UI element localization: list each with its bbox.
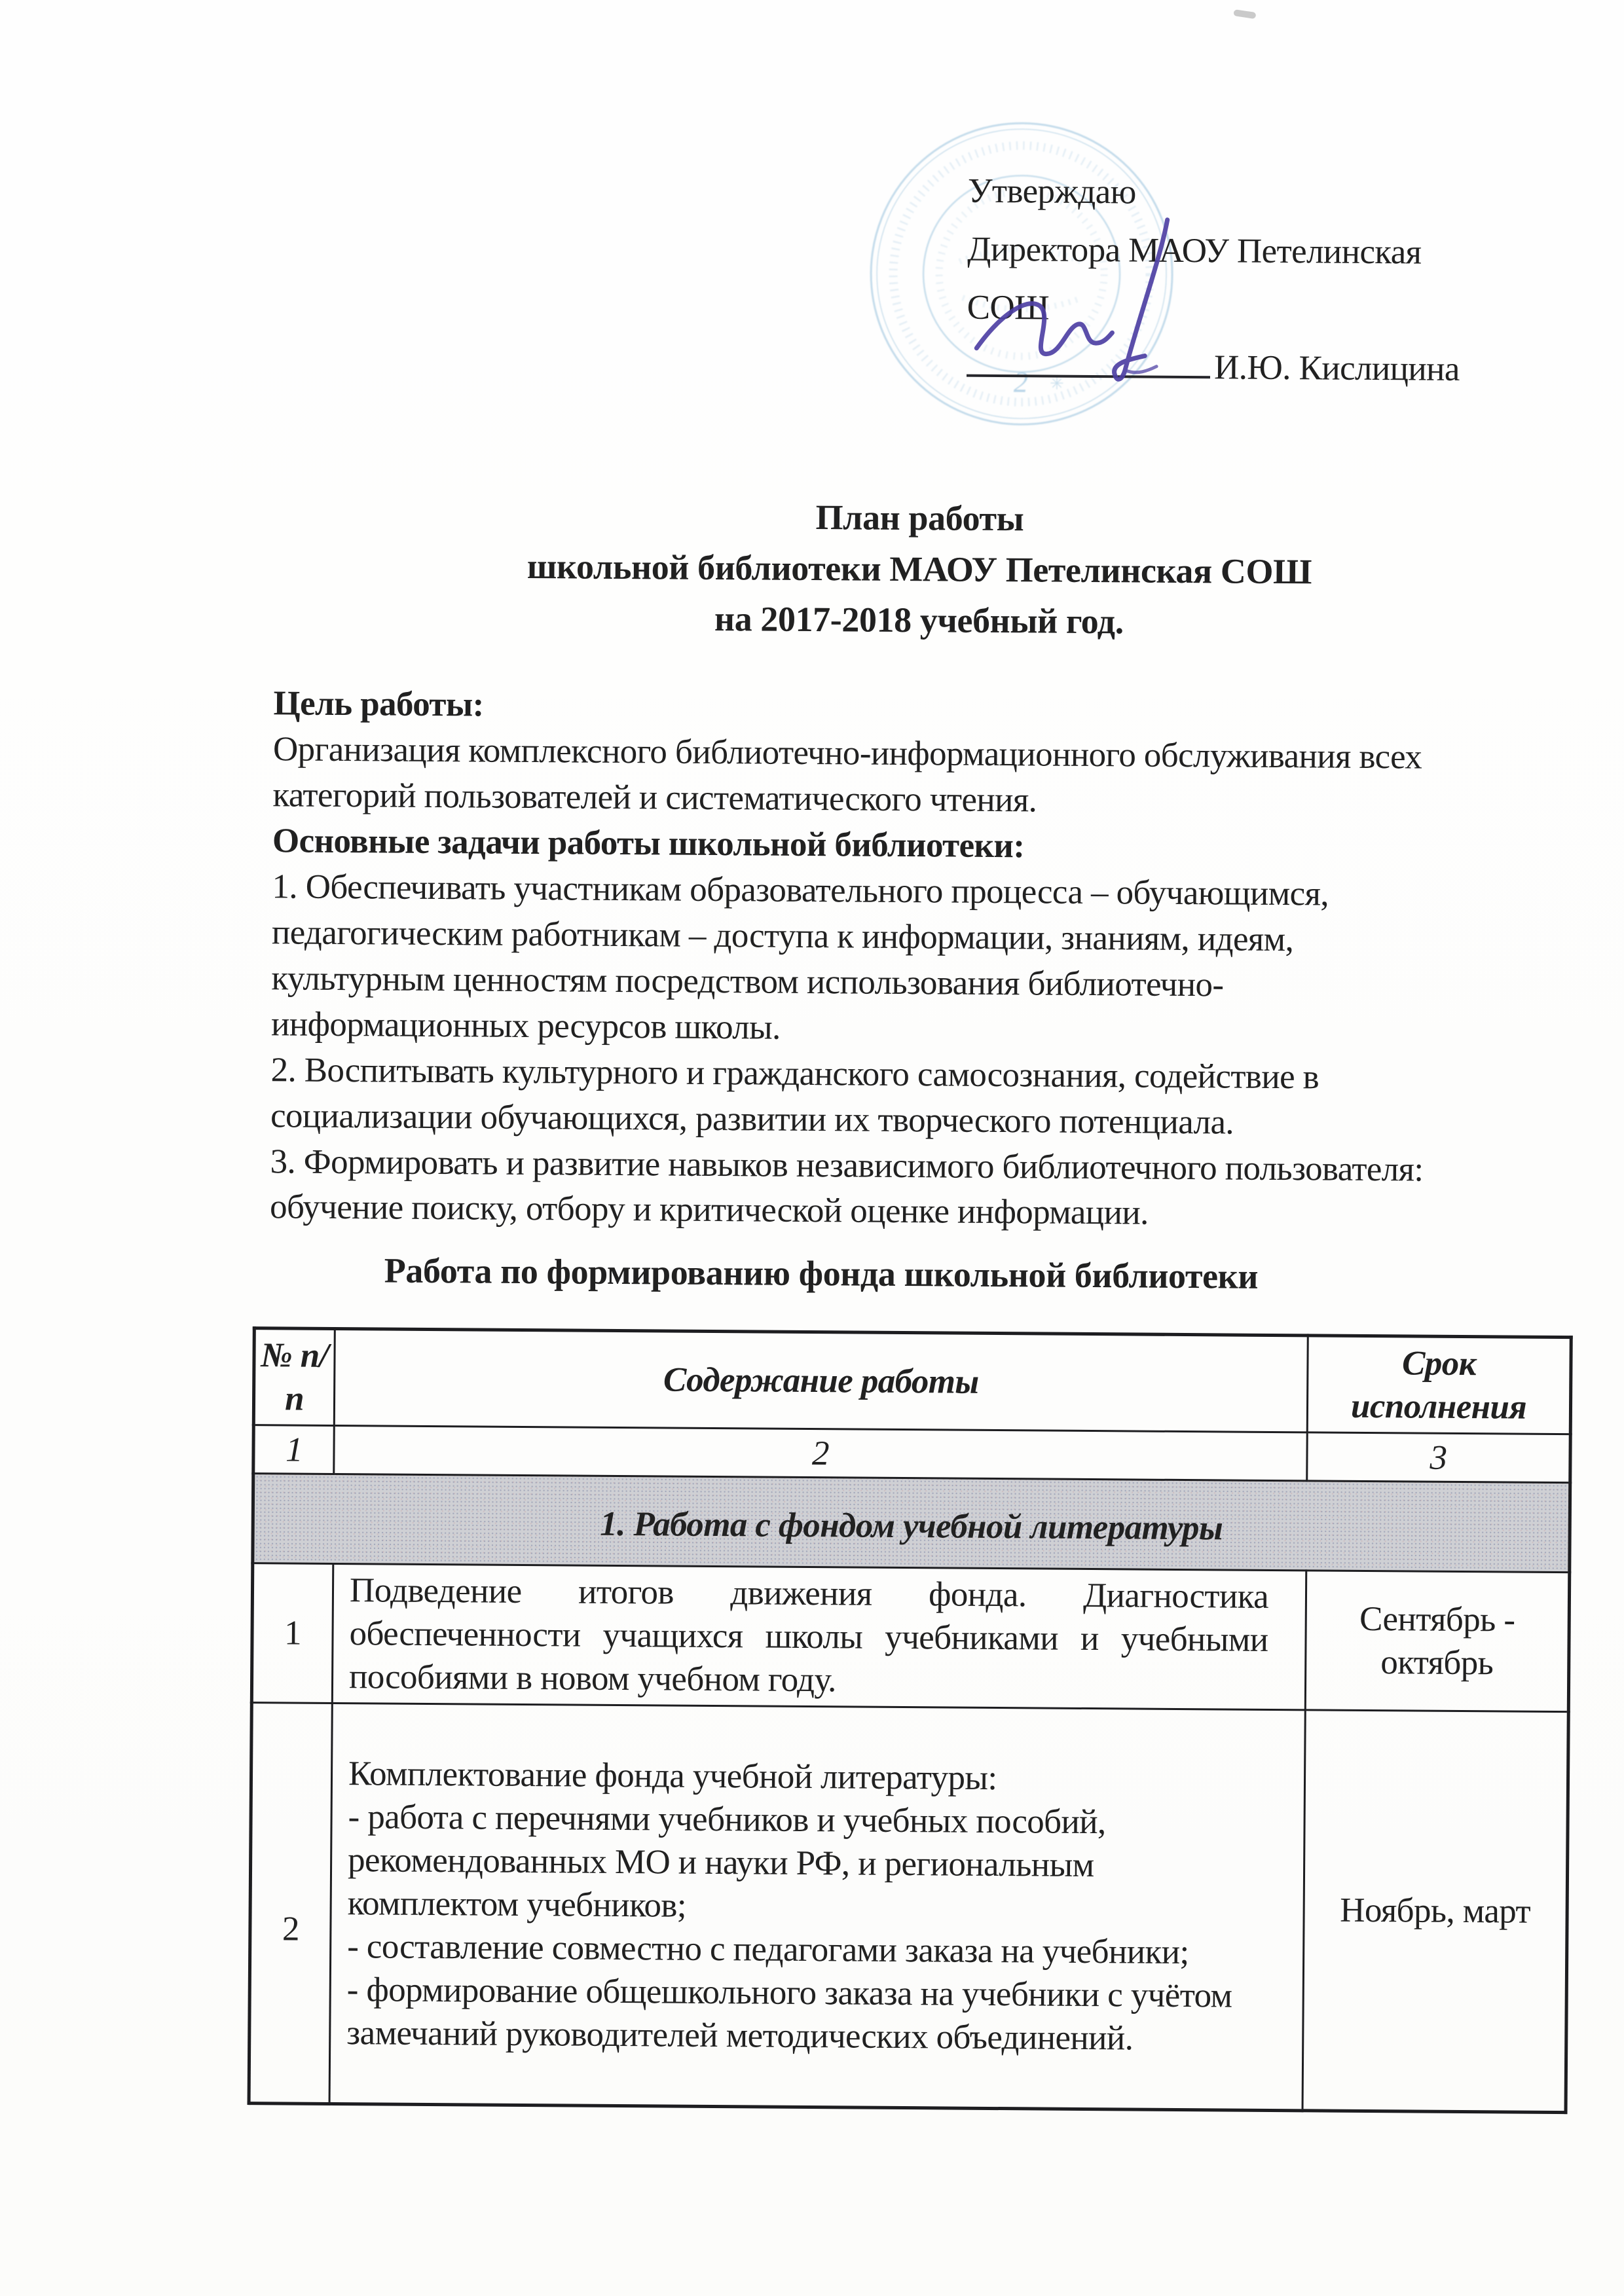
row-content-line: - составление совместно с педагогами заказа на учебники;	[347, 1927, 1189, 1972]
row-content-line: - формирование общешкольного заказа на учебники с учётом замечаний руководителей методических объединений.	[346, 1971, 1232, 2058]
row-number: 1	[251, 1563, 333, 1704]
stamp-star-icon: ✳	[1049, 374, 1064, 393]
goal-text: Организация комплексного библиотечно-информационного обслуживания всех категорий пользователей и систематического чтения.	[272, 730, 1422, 820]
row-content	[332, 1563, 1306, 1709]
goal-heading: Цель работы:	[273, 684, 484, 724]
document-title	[270, 488, 1568, 650]
approval-label: Утверждаю	[967, 172, 1136, 211]
task-item-1: 1. Обеспечивать участникам образовательного процесса – обучающимся, педагогическим работникам – доступа к информации, знаниям, идеям, культурным ценностям посредством использования библиотечно-информационных ресурсов школы.	[270, 867, 1329, 1047]
row-content-text: Подведение итогов движения фонда. Диагностика обеспеченности учащихся школы учебниками и учебными пособиями в новом учебном году.	[348, 1571, 1269, 1700]
body-text	[270, 681, 1459, 1239]
table-row	[249, 1703, 1568, 2113]
group-header-cell: 1. Работа с фондом учебной литературы	[253, 1474, 1570, 1573]
row-content-line: Комплектование фонда учебной литературы:	[348, 1755, 997, 1798]
work-plan-table	[248, 1326, 1573, 2114]
title-line-3: на 2017-2018 учебный год.	[714, 598, 1124, 641]
row-term: Ноябрь, март	[1302, 1710, 1568, 2113]
title-line-1: План работы	[815, 498, 1024, 539]
section-title: Работа по формированию фонда школьной библиотеки	[384, 1250, 1259, 1296]
signature-graphic	[940, 197, 1223, 402]
task-item-2: 2. Воспитывать культурного и гражданского самосознания, содействие в социализации обучающихся, развитии их творческого потенциала.	[270, 1050, 1320, 1142]
row-content-line: - работа с перечнями учебников и учебных пособий, рекомендованных МО и науки РФ, и региональным комплектом учебников;	[347, 1798, 1106, 1925]
index-cell-3: 3	[1307, 1432, 1571, 1483]
stamp-digit: 2	[1013, 366, 1029, 399]
group-header-row	[253, 1474, 1570, 1573]
title-line-2: школьной библиотеки МАОУ Петелинская СОШ	[526, 546, 1312, 592]
row-term: Сентябрь - октябрь	[1305, 1571, 1569, 1712]
task-item-3: 3. Формировать и развитие навыков независимого библиотечного пользователя: обучение поиску, отбору и критической оценке информации.	[269, 1142, 1424, 1233]
column-index-row	[253, 1425, 1570, 1483]
signatory-name: И.Ю. Кислицина	[1213, 348, 1460, 389]
row-content	[329, 1703, 1305, 2110]
row-number: 2	[249, 1703, 332, 2104]
header-cell-number: № п/п	[253, 1328, 335, 1426]
table-row	[251, 1563, 1569, 1712]
index-cell-1: 1	[253, 1425, 335, 1474]
header-cell-term: Срок исполнения	[1307, 1336, 1571, 1434]
header-cell-content: Содержание работы	[334, 1328, 1308, 1432]
table-header-row	[253, 1328, 1571, 1434]
scan-artifact-speck	[1233, 9, 1256, 19]
index-cell-2: 2	[334, 1425, 1307, 1480]
tasks-heading: Основные задачи работы школьной библиотеки:	[272, 822, 1025, 866]
approval-approver: Директора МАОУ Петелинская СОШ	[967, 230, 1422, 327]
